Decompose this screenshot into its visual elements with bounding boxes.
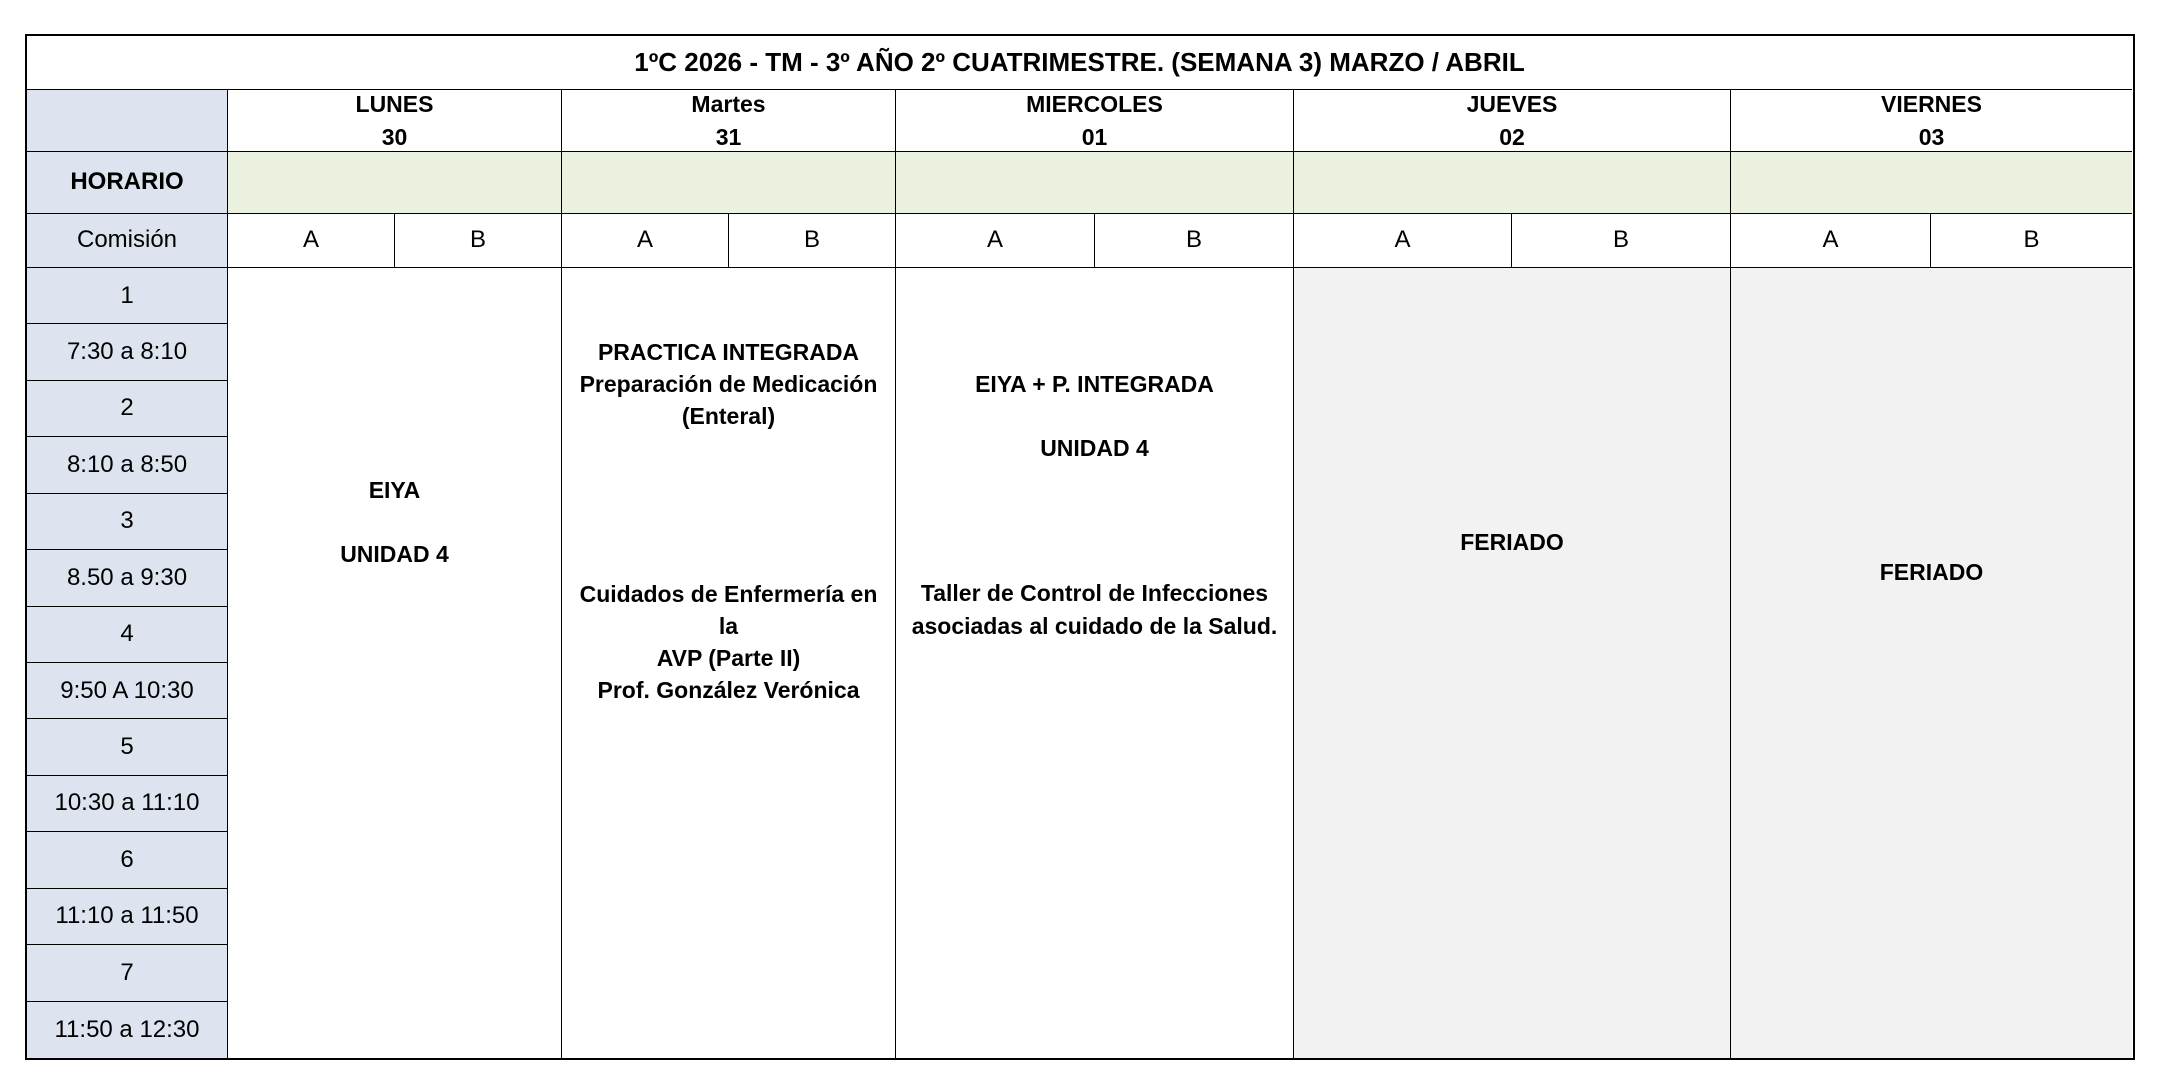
horario-cell-martes [562, 152, 896, 214]
comision-a-martes: A [562, 214, 729, 268]
day-number: 30 [381, 123, 408, 150]
slot-number: 3 [27, 494, 228, 550]
horario-cell-jueves [1294, 152, 1731, 214]
day-header-lunes [228, 90, 562, 152]
day-number: 01 [1081, 123, 1108, 150]
slot-number: 4 [27, 607, 228, 663]
day-header-jueves [1294, 90, 1731, 152]
holiday-label: FERIADO [1879, 559, 1984, 585]
comision-a-miercoles: A [896, 214, 1095, 268]
activity-detail: (Enteral) [681, 403, 776, 430]
schedule-table [25, 34, 2135, 1060]
horario-cell-viernes [1731, 152, 2132, 214]
day-name: MIERCOLES [1026, 91, 1163, 118]
comision-a-viernes: A [1731, 214, 1931, 268]
day-header-miercoles [896, 90, 1294, 152]
activity-workshop: Taller de Control de Infecciones [920, 580, 1269, 607]
comision-label: Comisión [27, 214, 228, 268]
slot-time: 8:10 a 8:50 [27, 437, 228, 493]
comision-b-jueves: B [1512, 214, 1731, 268]
horario-cell-lunes [228, 152, 562, 214]
day-number: 03 [1918, 123, 1945, 150]
day-header-martes [562, 90, 896, 152]
holiday-viernes [1731, 268, 2132, 1058]
activity-martes [562, 268, 896, 1058]
activity-lunes [228, 268, 562, 1058]
slot-number: 2 [27, 381, 228, 437]
day-name: Martes [691, 91, 766, 118]
day-name: LUNES [355, 91, 434, 118]
holiday-jueves [1294, 268, 1731, 1058]
activity-topic: Cuidados de Enfermería en la [579, 580, 878, 639]
day-name: VIERNES [1881, 91, 1982, 118]
activity-subject: EIYA + P. INTEGRADA [975, 371, 1214, 397]
corner-cell [27, 90, 228, 152]
slot-number: 5 [27, 719, 228, 775]
activity-unit: UNIDAD 4 [1040, 435, 1149, 462]
slot-time: 7:30 a 8:10 [27, 324, 228, 380]
comision-b-lunes: B [395, 214, 562, 268]
slot-time: 9:50 A 10:30 [27, 663, 228, 719]
activity-title: PRACTICA INTEGRADA [597, 339, 860, 365]
activity-workshop: asociadas al cuidado de la Salud. [911, 612, 1278, 639]
day-number: 31 [715, 123, 742, 150]
slot-time: 8.50 a 9:30 [27, 550, 228, 606]
day-header-viernes [1731, 90, 2132, 152]
slot-number: 7 [27, 945, 228, 1001]
horario-label: HORARIO [27, 152, 228, 214]
slot-number: 6 [27, 832, 228, 888]
day-name: JUEVES [1466, 91, 1558, 118]
comision-a-lunes: A [228, 214, 395, 268]
slot-number: 1 [27, 268, 228, 324]
comision-b-viernes: B [1931, 214, 2132, 268]
activity-detail: Preparación de Medicación [579, 371, 878, 398]
activity-miercoles [896, 268, 1294, 1058]
activity-subject: EIYA [368, 477, 421, 503]
slot-time: 10:30 a 11:10 [27, 776, 228, 832]
schedule-title: 1ºC 2026 - TM - 3º AÑO 2º CUATRIMESTRE. (SEMANA 3) MARZO / ABRIL [27, 36, 2132, 90]
slot-time: 11:10 a 11:50 [27, 889, 228, 945]
activity-teacher: Prof. González Verónica [597, 677, 860, 704]
day-number: 02 [1499, 123, 1525, 150]
activity-topic: AVP (Parte II) [656, 644, 801, 671]
comision-b-martes: B [729, 214, 896, 268]
holiday-label: FERIADO [1460, 529, 1564, 555]
slot-time: 11:50 a 12:30 [27, 1002, 228, 1058]
horario-cell-miercoles [896, 152, 1294, 214]
comision-b-miercoles: B [1095, 214, 1294, 268]
comision-a-jueves: A [1294, 214, 1512, 268]
activity-unit: UNIDAD 4 [340, 541, 449, 568]
